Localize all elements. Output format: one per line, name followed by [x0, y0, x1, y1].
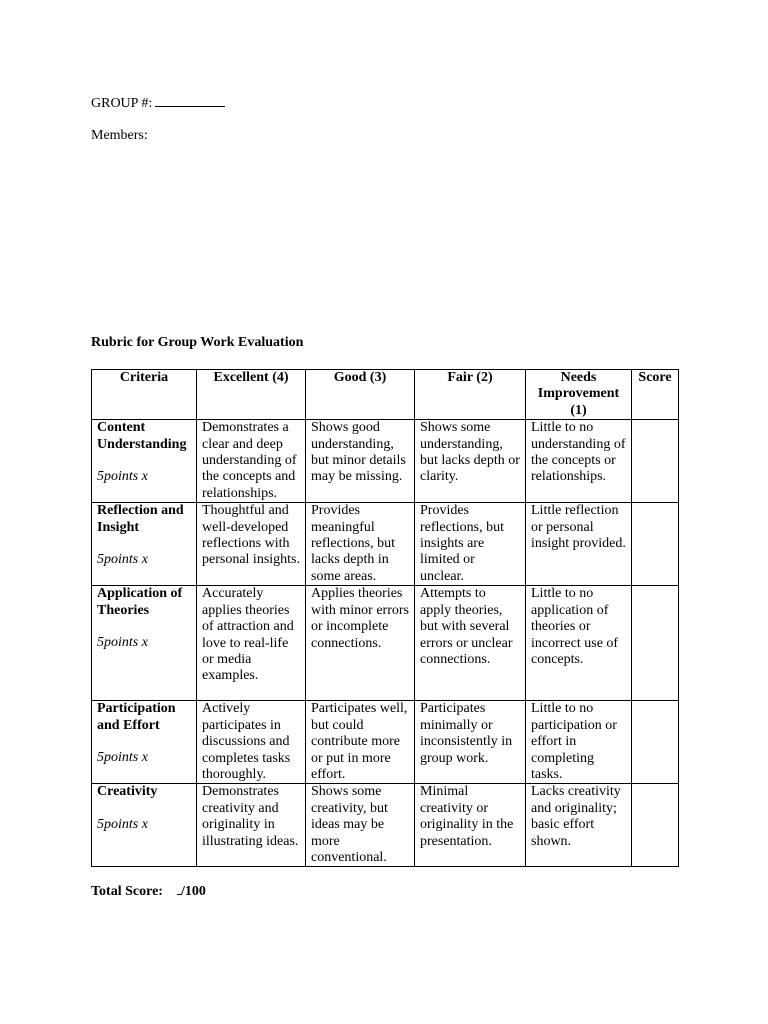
- criterion-name: Application of Theories: [97, 586, 183, 618]
- fair-cell: Minimal creativity or originality in the presentation.: [415, 784, 526, 867]
- column-header: Needs Improvement (1): [526, 370, 632, 420]
- table-row: [92, 503, 679, 586]
- needs-improvement-cell: Little to no application of theories or incorrect use of concepts.: [526, 586, 632, 701]
- table-row: [92, 784, 679, 867]
- rubric-table: [91, 369, 679, 867]
- table-row: [92, 586, 679, 701]
- score-cell[interactable]: [632, 420, 679, 503]
- criterion-cell: [92, 420, 197, 503]
- excellent-cell: Accurately applies theories of attraction and love to real-life or media examples.: [197, 586, 306, 701]
- table-row: [92, 420, 679, 503]
- column-header: Good (3): [306, 370, 415, 420]
- fair-cell: Shows some understanding, but lacks depth or clarity.: [415, 420, 526, 503]
- column-header: Excellent (4): [197, 370, 306, 420]
- score-cell[interactable]: [632, 784, 679, 867]
- criterion-name: Content Understanding: [97, 420, 187, 452]
- criterion-points: 5points x: [97, 469, 148, 485]
- needs-improvement-cell: Lacks creativity and originality; basic effort shown.: [526, 784, 632, 867]
- criterion-name: Participation and Effort: [97, 701, 176, 733]
- members-label: Members:: [91, 128, 148, 143]
- excellent-cell: Demonstrates creativity and originality in illustrating ideas.: [197, 784, 306, 867]
- criterion-points: 5points x: [97, 750, 148, 766]
- score-cell[interactable]: [632, 503, 679, 586]
- fair-cell: Attempts to apply theories, but with several errors or unclear connections.: [415, 586, 526, 701]
- total-score-label: Total Score:: [91, 884, 163, 899]
- criterion-points: 5points x: [97, 552, 148, 568]
- group-number-label: GROUP #:: [91, 96, 153, 111]
- needs-improvement-cell: Little to no understanding of the concepts or relationships.: [526, 420, 632, 503]
- excellent-cell: Demonstrates a clear and deep understanding of the concepts and relationships.: [197, 420, 306, 503]
- rubric-title: Rubric for Group Work Evaluation: [91, 335, 304, 350]
- good-cell: Provides meaningful reflections, but lacks depth in some areas.: [306, 503, 415, 586]
- score-cell[interactable]: [632, 701, 679, 784]
- criterion-cell: [92, 503, 197, 586]
- criterion-cell: [92, 586, 197, 701]
- fair-cell: Provides reflections, but insights are limited or unclear.: [415, 503, 526, 586]
- rubric-header-row: [92, 370, 679, 420]
- excellent-cell: Thoughtful and well-developed reflections with personal insights.: [197, 503, 306, 586]
- good-cell: Shows good understanding, but minor details may be missing.: [306, 420, 415, 503]
- column-header: Score: [632, 370, 679, 420]
- criterion-name: Creativity: [97, 784, 158, 800]
- excellent-cell: Actively participates in discussions and completes tasks thoroughly.: [197, 701, 306, 784]
- total-score-line: [91, 882, 206, 900]
- score-cell[interactable]: [632, 586, 679, 701]
- criterion-name: Reflection and Insight: [97, 503, 184, 535]
- criterion-cell: [92, 701, 197, 784]
- good-cell: Shows some creativity, but ideas may be more conventional.: [306, 784, 415, 867]
- fair-cell: Participates minimally or inconsistently in group work.: [415, 701, 526, 784]
- group-number-line: [91, 93, 225, 112]
- column-header: Fair (2): [415, 370, 526, 420]
- criterion-points: 5points x: [97, 635, 148, 651]
- criterion-cell: [92, 784, 197, 867]
- group-number-blank: [155, 93, 225, 107]
- needs-improvement-cell: Little reflection or personal insight provided.: [526, 503, 632, 586]
- table-row: [92, 701, 679, 784]
- total-score-value: /100: [180, 884, 206, 899]
- criterion-points: 5points x: [97, 816, 148, 832]
- column-header: Criteria: [92, 370, 197, 420]
- good-cell: Participates well, but could contribute more or put in more effort.: [306, 701, 415, 784]
- good-cell: Applies theories with minor errors or incomplete connections.: [306, 586, 415, 701]
- needs-improvement-cell: Little to no participation or effort in completing tasks.: [526, 701, 632, 784]
